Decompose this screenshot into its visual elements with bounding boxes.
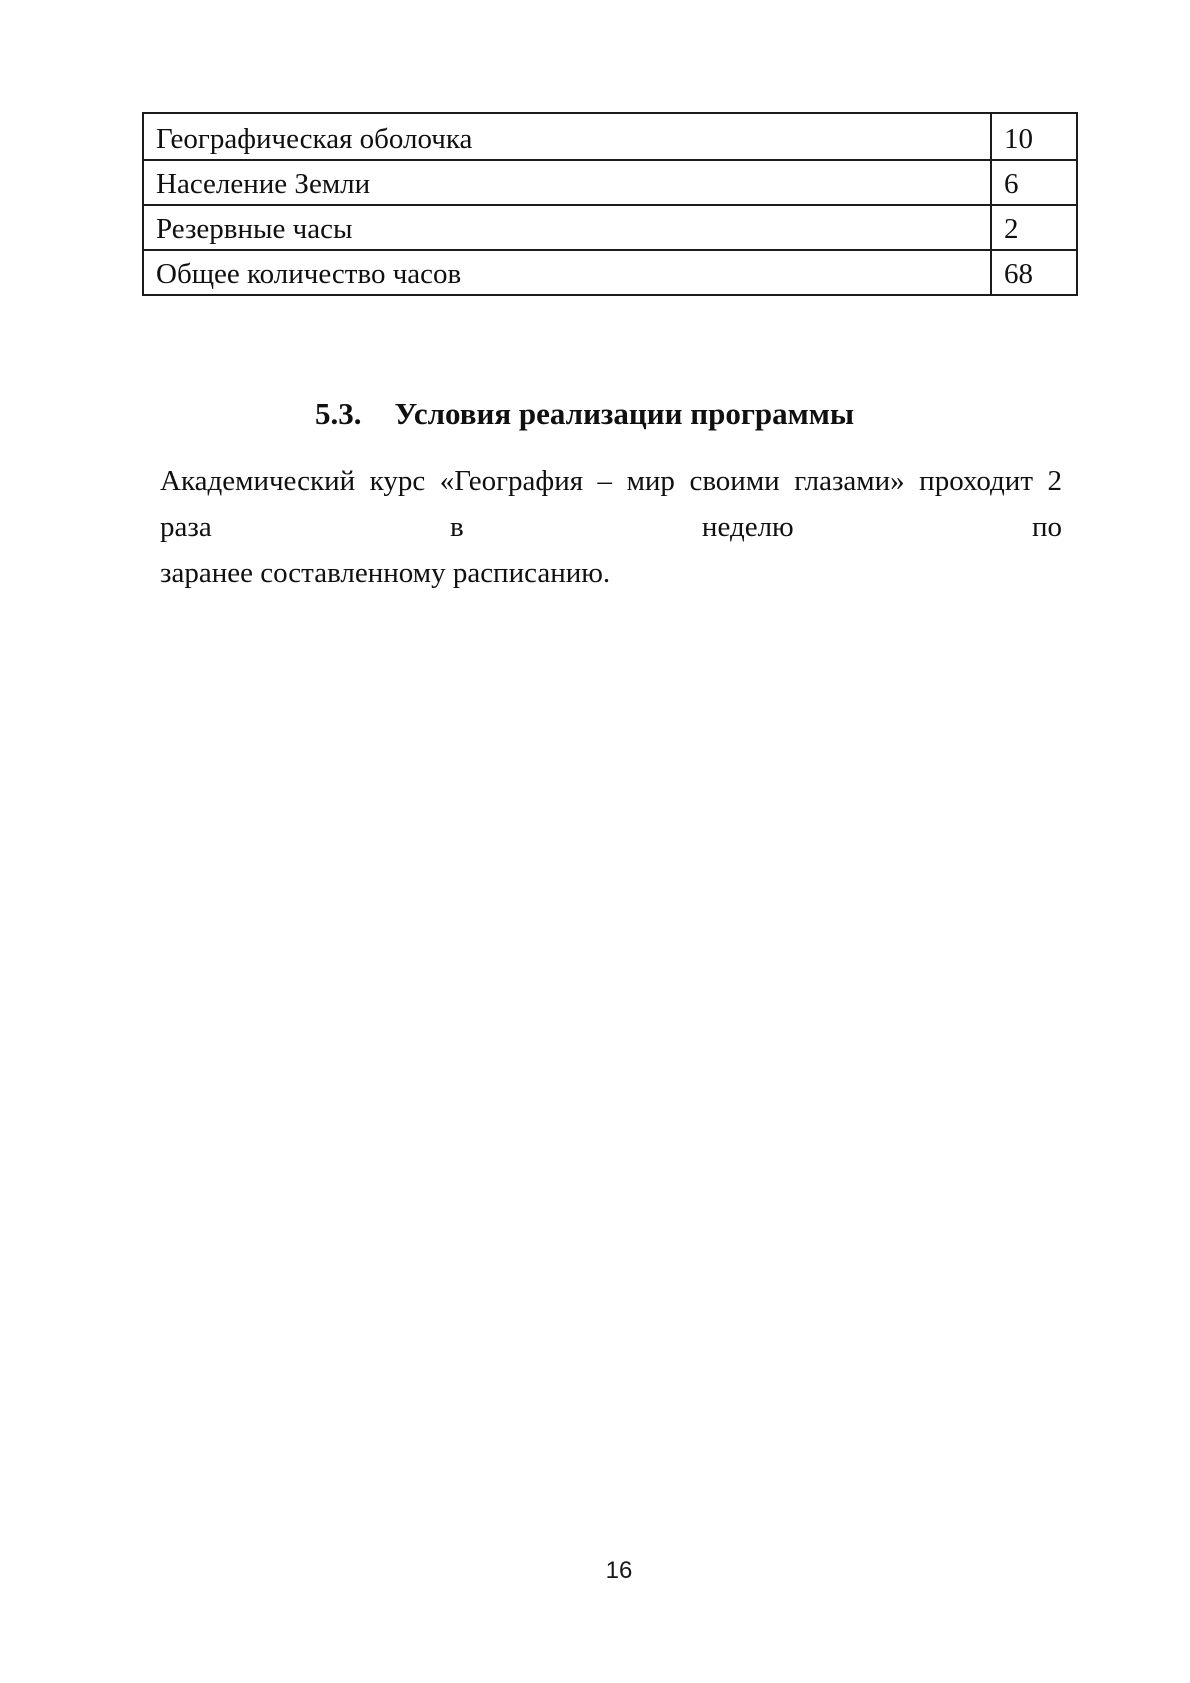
body-paragraph xyxy=(160,458,1062,596)
hours-value-cell: 10 xyxy=(1004,123,1033,155)
page-number: 16 xyxy=(605,1557,633,1584)
paragraph-line: Академический курс «География – мир своими глазами» проходит 2 раза в неделю по xyxy=(160,465,1062,543)
hours-value-cell: 6 xyxy=(1004,168,1019,200)
hours-table xyxy=(142,112,1078,296)
table-row xyxy=(144,204,1076,249)
section-number: 5.3. xyxy=(315,396,362,431)
topic-label-cell: Географическая оболочка xyxy=(144,114,992,159)
section-heading xyxy=(315,396,854,432)
section-title: Условия реализации программы xyxy=(394,396,855,431)
topic-label-cell: Резервные часы xyxy=(144,206,992,249)
topic-label-cell: Население Земли xyxy=(144,161,992,204)
topic-label-cell: Общее количество часов xyxy=(144,251,992,294)
hours-value-cell: 2 xyxy=(1004,213,1019,245)
table-row xyxy=(144,114,1076,159)
hours-value-cell: 68 xyxy=(1004,258,1033,290)
paragraph-line: заранее составленному расписанию. xyxy=(160,557,611,589)
table-row xyxy=(144,249,1076,294)
table-row xyxy=(144,159,1076,204)
